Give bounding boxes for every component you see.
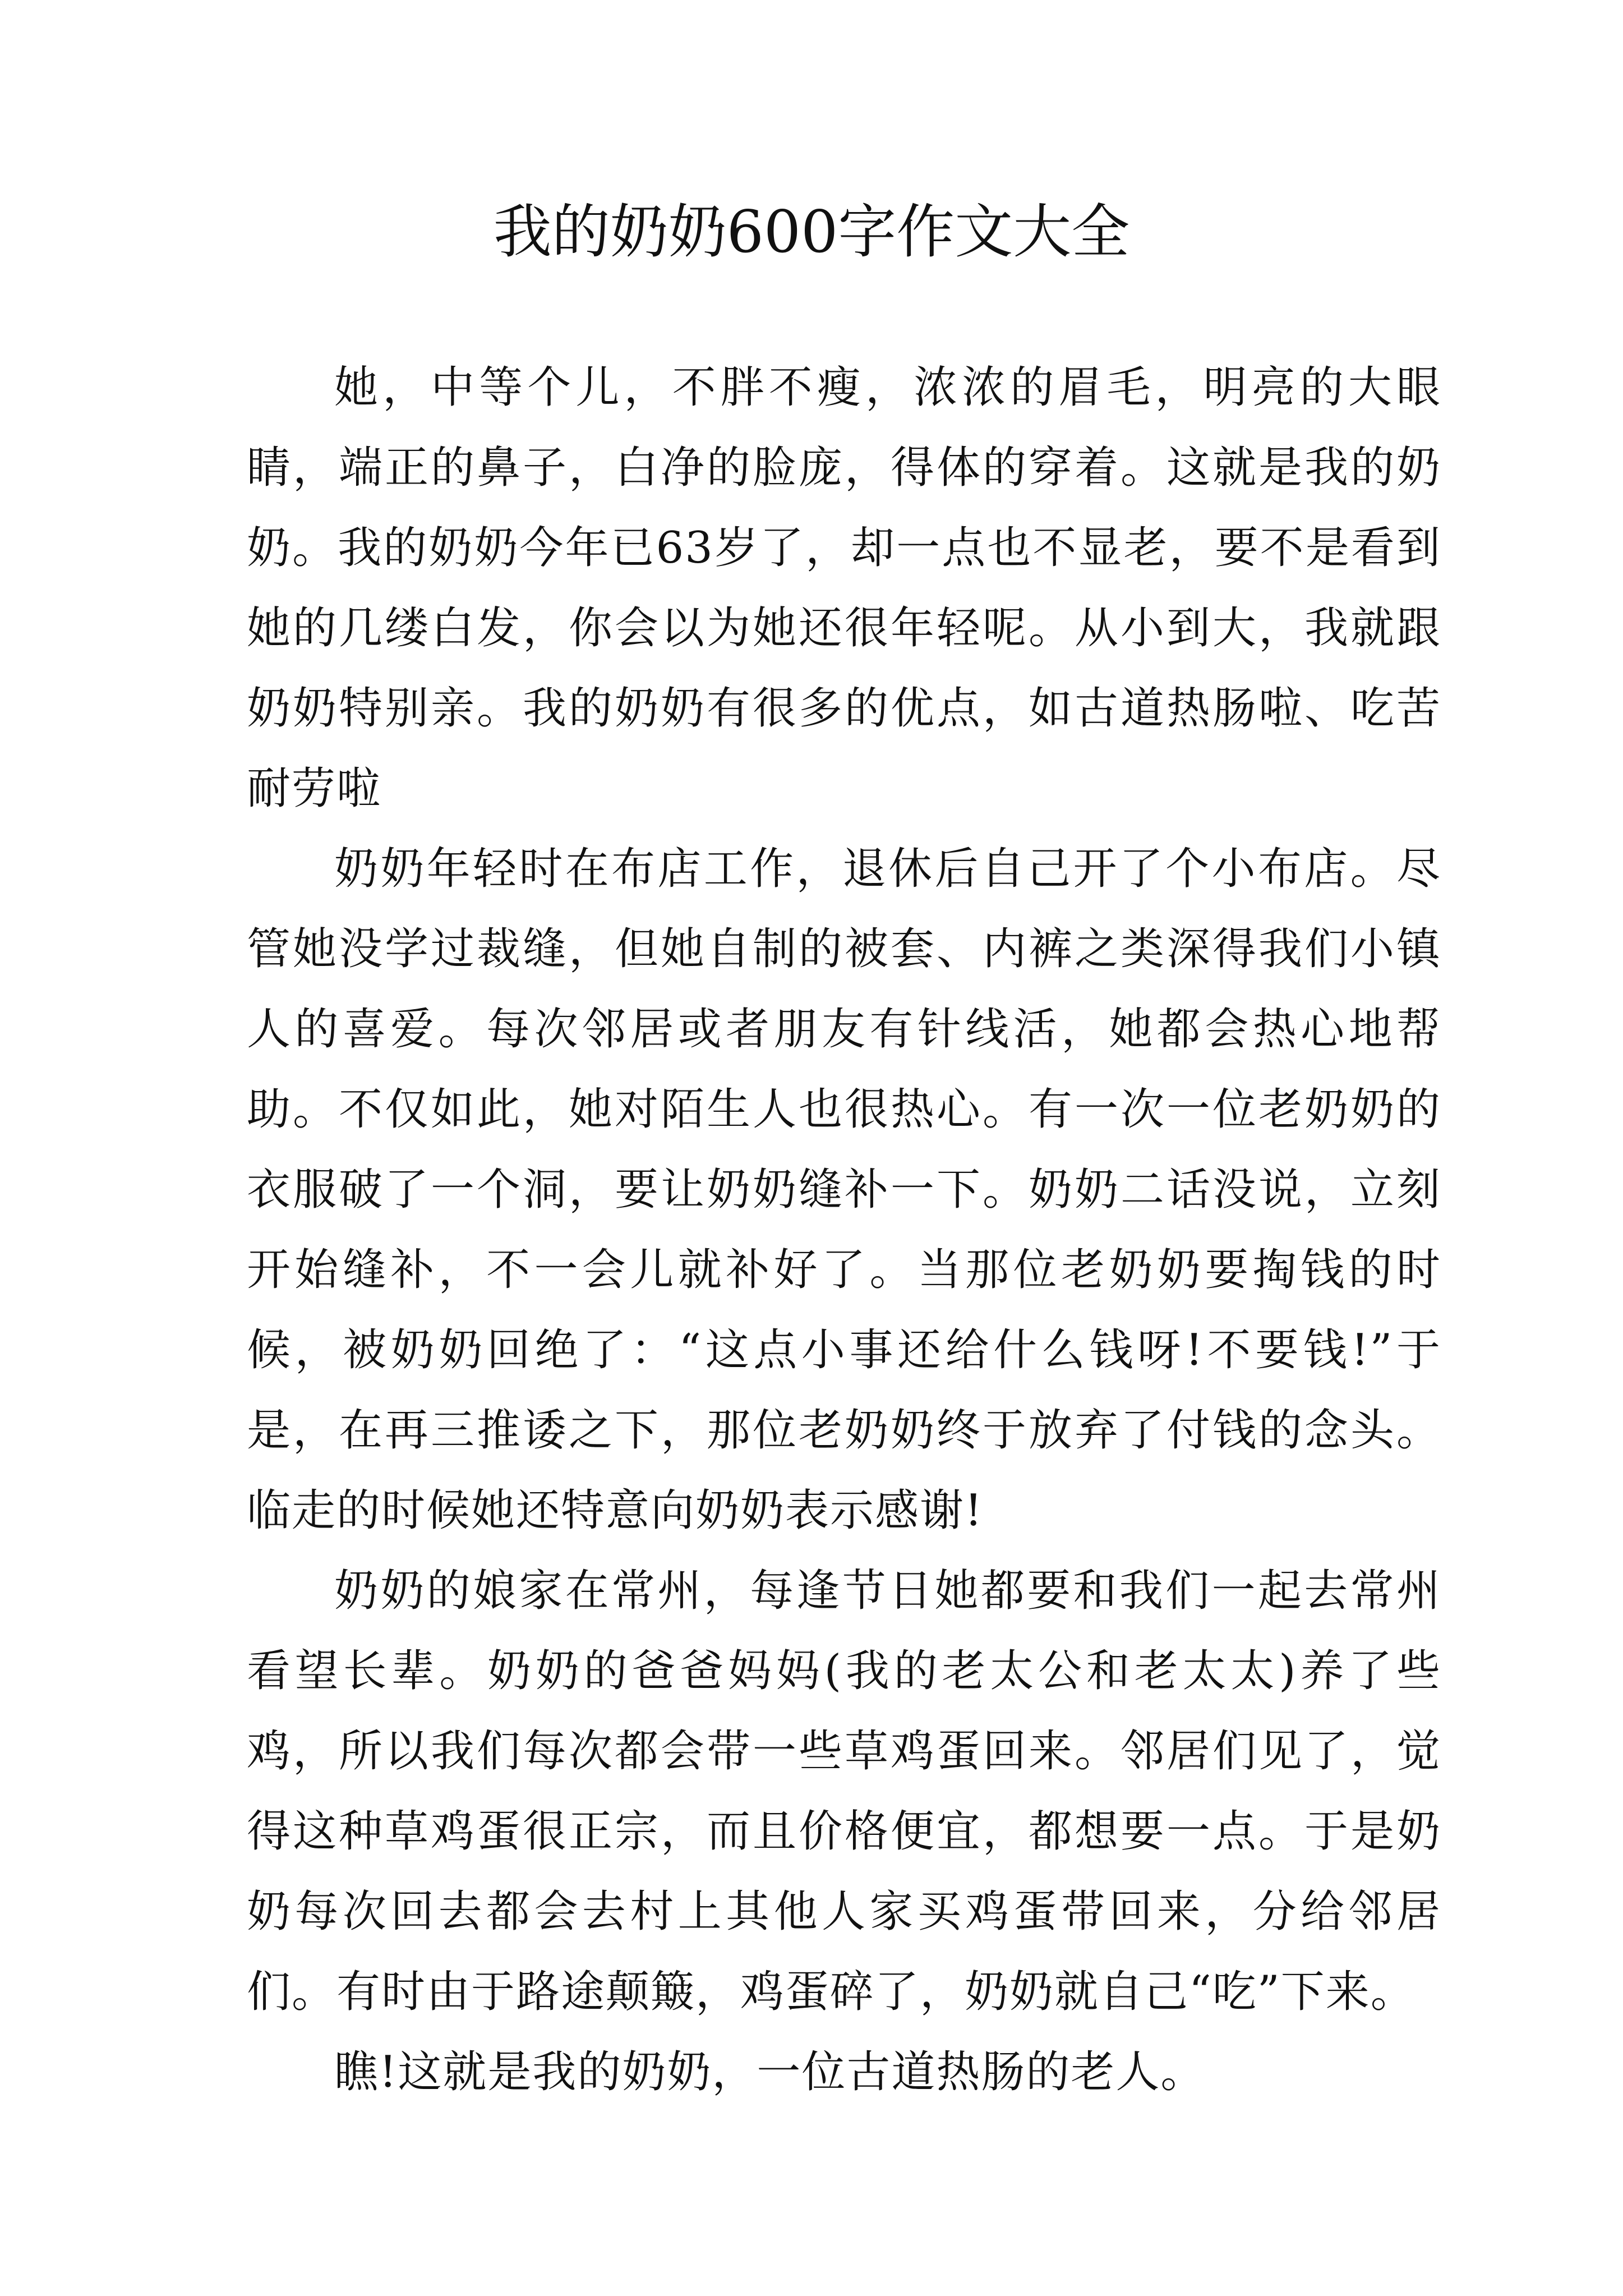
paragraph-2: 奶奶年轻时在布店工作，退休后自己开了个小布店。尽管她没学过裁缝，但她自制的被套、内裤之类深得我们小镇人的喜爱。每次邻居或者朋友有针线活，她都会热心地帮助。不仅如此，她对陌生人也很热心。有一次一位老奶奶的衣服破了一个洞，要让奶奶缝补一下。奶奶二话没说，立刻开始缝补，不一会儿就补好了。当那位老奶奶要掏钱的时候，被奶奶回绝了：“这点小事还给什么钱呀!不要钱!”于是，在再三推诿之下，那位老奶奶终于放弃了付钱的念头。临走的时候她还特意向奶奶表示感谢! <box>247 844 1441 1536</box>
paragraph-4: 瞧!这就是我的奶奶，一位古道热肠的老人。 <box>334 2047 1206 2097</box>
paragraph-1: 她，中等个儿，不胖不瘦，浓浓的眉毛，明亮的大眼睛，端正的鼻子，白净的脸庞，得体的穿着。这就是我的奶奶。我的奶奶今年已63岁了，却一点也不显老，要不是看到她的几缕白发，你会以为她还很年轻呢。从小到大，我就跟奶奶特别亲。我的奶奶有很多的优点，如古道热肠啦、吃苦耐劳啦 <box>247 362 1441 814</box>
document-title: 我的奶奶600字作文大全 <box>493 197 1130 266</box>
paragraph-3: 奶奶的娘家在常州，每逢节日她都要和我们一起去常州看望长辈。奶奶的爸爸妈妈(我的老太公和老太太)养了些鸡，所以我们每次都会带一些草鸡蛋回来。邻居们见了，觉得这种草鸡蛋很正宗，而且价格便宜，都想要一点。于是奶奶每次回去都会去村上其他人家买鸡蛋带回来，分给邻居们。有时由于路途颠簸，鸡蛋碎了，奶奶就自己“吃”下来。 <box>247 1566 1441 2017</box>
document-body <box>247 348 1441 2113</box>
